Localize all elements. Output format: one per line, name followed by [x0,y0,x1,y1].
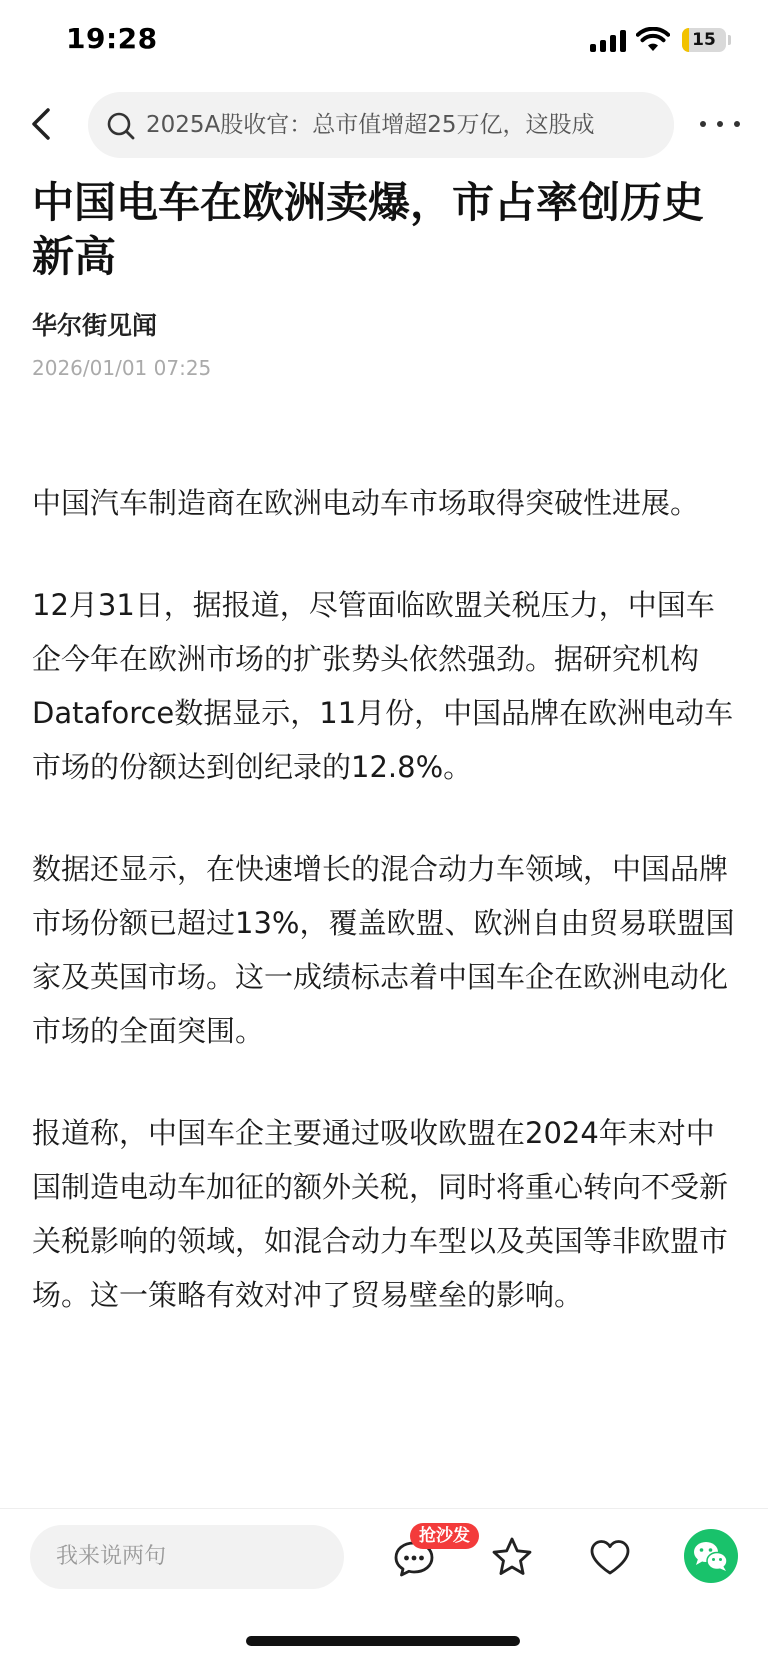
back-button[interactable] [22,102,66,146]
like-button[interactable] [582,1529,638,1585]
home-indicator [246,1636,520,1646]
search-icon [106,111,136,141]
article-source[interactable]: 华尔街见闻 [32,311,158,340]
chevron-left-icon [22,102,66,146]
comment-placeholder: 我来说两句 [56,1544,167,1569]
comment-sofa-badge: 抢沙发 [410,1523,479,1549]
article-paragraph: 中国汽车制造商在欧洲电动车市场取得突破性进展。 [32,486,700,520]
battery-tip [728,35,731,45]
battery-indicator [682,28,726,52]
search-suggestion-text: 2025A股收官：总市值增超25万亿，这股成 [146,112,595,138]
battery-percent: 15 [692,30,716,50]
publish-time: 2026/01/01 07:25 [32,356,212,380]
wechat-share-button[interactable] [684,1529,738,1583]
favorite-button[interactable] [484,1529,540,1585]
status-time: 19:28 [66,22,158,55]
bottom-action-bar [0,1508,768,1664]
nav-bar [0,88,768,164]
search-bar[interactable] [88,92,674,158]
more-button[interactable] [696,114,744,134]
article [32,176,738,1322]
heart-icon [582,1529,638,1585]
article-paragraph: 报道称，中国车企主要通过吸收欧盟在2024年末对中国制造电动车加征的额外关税，同时将重心转向不受新关税影响的领域，如混合动力车型以及英国等非欧盟市场。这一策略有效对冲了贸易壁垒的影响。 [32,1116,729,1312]
article-paragraph: 数据还显示，在快速增长的混合动力车领域，中国品牌市场份额已超过13%，覆盖欧盟、欧洲自由贸易联盟国家及英国市场。这一成绩标志着中国车企在欧洲电动化市场的全面突围。 [32,852,735,1048]
wechat-icon [684,1529,738,1583]
more-dots-icon [700,121,706,127]
search-text-fade [624,92,674,158]
wifi-icon [636,27,670,53]
article-title: 中国电车在欧洲卖爆，市占率创历史新高 [32,178,705,281]
comment-input[interactable] [30,1525,344,1589]
status-bar [0,0,768,84]
cellular-signal-icon [590,30,626,52]
article-paragraph: 12月31日，据报道，尽管面临欧盟关税压力，中国车企今年在欧洲市场的扩张势头依然强劲。据研究机构Dataforce数据显示，11月份，中国品牌在欧洲电动车市场的份额达到创纪录的12.8%。 [32,588,734,784]
star-icon [484,1529,540,1585]
